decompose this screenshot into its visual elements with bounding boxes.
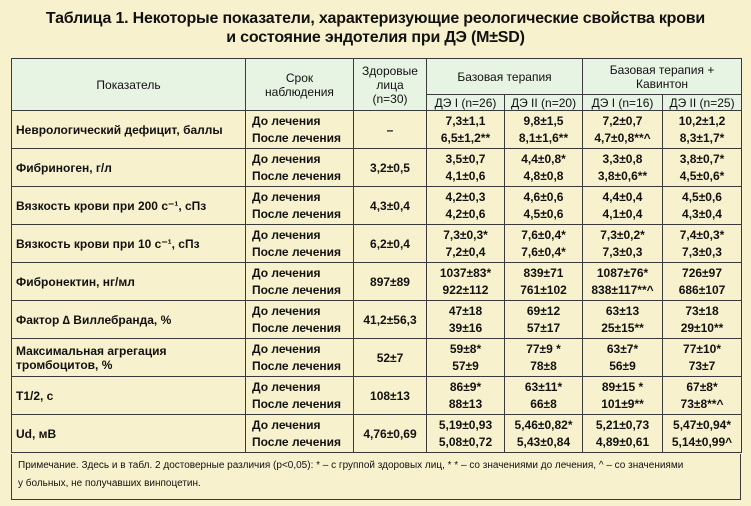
value-before: 4,5±0,6 [682,189,722,204]
header-healthy: Здоровые лица (n=30) [354,59,427,111]
value-after: 73±7 [688,358,716,373]
table-row [12,377,742,415]
table-row [12,415,742,453]
value-after: 56±9 [609,358,636,373]
value-before: 3,3±0,8 [602,151,643,166]
header-de1-basic: ДЭ I (n=26) [427,95,505,111]
period-after: После лечения [252,206,342,221]
period-cell [246,339,354,377]
value-before: 1037±83* [439,265,492,280]
header-basic-therapy: Базовая терапия [427,59,583,95]
value-before: 7,3±0,3* [443,227,488,242]
value-after: 7,3±0,3 [602,244,643,259]
value-before: 839±71 [523,265,564,280]
value-cell-de2-cav [663,149,742,187]
healthy-value-cell: 4,3±0,4 [354,187,427,225]
value-cell-de1-cav [583,149,663,187]
value-cell-de2-basic [505,301,583,339]
value-before: 86±9* [449,379,482,394]
value-after: 5,14±0,99^ [671,434,733,449]
value-cell-de1-basic [427,415,505,453]
value-after: 761±102 [520,282,567,297]
value-after: 88±13 [448,396,483,411]
value-after: 838±117**^ [591,282,654,297]
value-cell-de1-cav [583,377,663,415]
value-after: 4,7±0,8**^ [594,130,651,145]
note-line-2: у больных, не получавших винпоцетин. [18,478,201,489]
period-after: После лечения [252,396,342,411]
value-after: 57±17 [526,320,561,335]
value-after: 4,5±0,6 [523,206,564,221]
indicator-cell: Фибронектин, нг/мл [12,263,246,301]
healthy-value-cell: 4,76±0,69 [354,415,427,453]
value-before: 67±8* [686,379,718,394]
value-after: 7,3±0,3 [682,244,722,259]
header-period: Срок наблюдения [246,59,354,111]
value-after: 57±9 [452,358,479,373]
healthy-value-cell: 897±89 [354,263,427,301]
value-cell-de2-cav [663,377,742,415]
header-de2-basic: ДЭ II (n=20) [505,95,583,111]
value-cell-de1-basic [427,339,505,377]
value-after: 4,8±0,8 [523,168,564,183]
table-row [12,263,742,301]
value-after: 101±9** [601,396,644,411]
period-after: После лечения [252,434,342,449]
title-line-2: и состояние эндотелия при ДЭ (M±SD) [226,29,525,46]
value-before: 7,3±1,1 [445,113,486,128]
indicator-cell: Вязкость крови при 200 с⁻¹, сПз [12,187,246,225]
period-cell [246,149,354,187]
value-cell-de1-basic [427,301,505,339]
value-before: 77±10* [683,341,721,356]
table-row [12,187,742,225]
period-cell [246,263,354,301]
period-before: До лечения [252,151,321,166]
value-cell-de1-cav [583,225,663,263]
value-before: 9,8±1,5 [523,113,564,128]
note-line-1: Примечание. Здесь и в табл. 2 достоверные различия (p<0,05): * – с группой здоровых лиц, * * – со значениями до лечения, ^ – со значениями [18,460,684,471]
value-cell-de2-cav [663,339,742,377]
indicator-cell: Вязкость крови при 10 с⁻¹, сПз [12,225,246,263]
value-before: 89±15 * [601,379,644,394]
period-before: До лечения [252,265,321,280]
indicator-cell: Максимальная агрегация тромбоцитов, % [12,339,246,377]
period-after: После лечения [252,130,342,145]
value-cell-de1-cav [583,301,663,339]
value-before: 73±18 [685,303,719,318]
value-before: 7,3±0,2* [600,227,645,242]
value-cell-de1-basic [427,111,505,149]
value-cell-de1-basic [427,149,505,187]
healthy-value-cell: 6,2±0,4 [354,225,427,263]
value-after: 78±8 [530,358,557,373]
header-basic-cavinton: Базовая терапия + Кавинтон [583,59,742,95]
value-cell-de2-cav [663,225,742,263]
value-after: 7,6±0,4* [521,244,566,259]
value-cell-de1-cav [583,263,663,301]
value-before: 7,6±0,4* [521,227,566,242]
value-after: 29±10** [680,320,724,335]
value-after: 73±8**^ [680,396,724,411]
value-cell-de2-cav [663,301,742,339]
value-cell-de2-cav [663,263,742,301]
value-after: 686±107 [678,282,726,297]
value-before: 1087±76* [596,265,649,280]
period-after: После лечения [252,320,342,335]
value-after: 7,2±0,4 [445,244,486,259]
value-after: 3,8±0,6** [597,168,648,183]
value-before: 4,4±0,4 [602,189,643,204]
value-before: 3,5±0,7 [445,151,486,166]
value-before: 63±11* [524,379,563,394]
period-before: До лечения [252,113,321,128]
value-before: 5,21±0,73 [595,417,650,432]
indicator-cell: Фибриноген, г/л [12,149,246,187]
value-before: 7,2±0,7 [602,113,643,128]
value-cell-de1-basic [427,225,505,263]
value-cell-de1-cav [583,187,663,225]
value-after: 6,5±1,2** [440,130,491,145]
period-after: После лечения [252,168,342,183]
value-before: 3,8±0,7* [679,151,725,166]
value-after: 4,2±0,6 [445,206,486,221]
table-row [12,225,742,263]
indicator-cell: Ud, мВ [12,415,246,453]
value-cell-de1-cav [583,415,663,453]
indicator-cell: T1/2, с [12,377,246,415]
value-after: 25±15** [601,320,644,335]
value-cell-de2-basic [505,187,583,225]
value-after: 4,5±0,6* [679,168,725,183]
value-cell-de1-cav [583,111,663,149]
table-row [12,339,742,377]
value-after: 39±16 [448,320,483,335]
value-cell-de2-cav [663,415,742,453]
table-title [0,0,751,46]
table-row [12,149,742,187]
header-de2-cavinton: ДЭ II (n=25) [663,95,742,111]
value-before: 5,47±0,94* [673,417,731,432]
value-before: 5,46±0,82* [514,417,573,432]
value-cell-de1-basic [427,377,505,415]
healthy-value-cell: 3,2±0,5 [354,149,427,187]
value-before: 4,6±0,6 [523,189,564,204]
period-before: До лечения [252,189,321,204]
indicator-cell: Неврологический дефицит, баллы [12,111,246,149]
value-before: 63±13 [605,303,640,318]
value-before: 7,4±0,3* [679,227,725,242]
healthy-value-cell: 41,2±56,3 [354,301,427,339]
value-cell-de2-basic [505,339,583,377]
value-cell-de2-basic [505,225,583,263]
healthy-value-cell: – [354,111,427,149]
value-cell-de2-basic [505,415,583,453]
period-after: После лечения [252,282,342,297]
title-line-1: Таблица 1. Некоторые показатели, характеризующие реологические свойства крови [45,10,706,27]
value-cell-de2-basic [505,149,583,187]
value-after: 4,89±0,61 [595,434,650,449]
period-cell [246,301,354,339]
value-after: 4,1±0,4 [602,206,643,221]
period-cell [246,377,354,415]
value-after: 4,3±0,4 [682,206,722,221]
period-cell [246,225,354,263]
value-after: 66±8 [530,396,557,411]
period-before: До лечения [252,341,321,356]
value-before: 4,2±0,3 [445,189,486,204]
value-before: 726±97 [682,265,722,280]
period-cell [246,415,354,453]
value-after: 4,1±0,6 [445,168,486,183]
value-cell-de1-cav [583,339,663,377]
value-cell-de2-basic [505,111,583,149]
period-before: До лечения [252,303,321,318]
header-de1-cavinton: ДЭ I (n=16) [583,95,663,111]
value-cell-de2-basic [505,263,583,301]
table-row [12,301,742,339]
value-cell-de2-cav [663,111,742,149]
value-after: 8,3±1,7* [679,130,725,145]
period-before: До лечения [252,417,321,432]
period-before: До лечения [252,227,321,242]
value-cell-de2-basic [505,377,583,415]
healthy-value-cell: 52±7 [354,339,427,377]
period-before: До лечения [252,379,321,394]
value-before: 5,19±0,93 [438,417,493,432]
value-after: 922±112 [442,282,489,297]
period-after: После лечения [252,358,342,373]
value-before: 10,2±1,2 [678,113,726,128]
data-table [11,58,742,453]
value-before: 47±18 [448,303,483,318]
value-cell-de1-basic [427,263,505,301]
value-before: 77±9 * [526,341,561,356]
value-after: 8,1±1,6** [518,130,569,145]
value-cell-de2-cav [663,187,742,225]
value-before: 63±7* [606,341,639,356]
period-cell [246,111,354,149]
indicator-cell: Фактор ∆ Виллебранда, % [12,301,246,339]
table-note [11,454,741,500]
header-indicator: Показатель [12,59,246,111]
value-before: 59±8* [449,341,482,356]
value-after: 5,43±0,84 [516,434,571,449]
healthy-value-cell: 108±13 [354,377,427,415]
value-before: 4,4±0,8* [521,151,566,166]
table-row [12,111,742,149]
value-cell-de1-basic [427,187,505,225]
period-after: После лечения [252,244,342,259]
period-cell [246,187,354,225]
value-before: 69±12 [526,303,561,318]
value-after: 5,08±0,72 [438,434,493,449]
